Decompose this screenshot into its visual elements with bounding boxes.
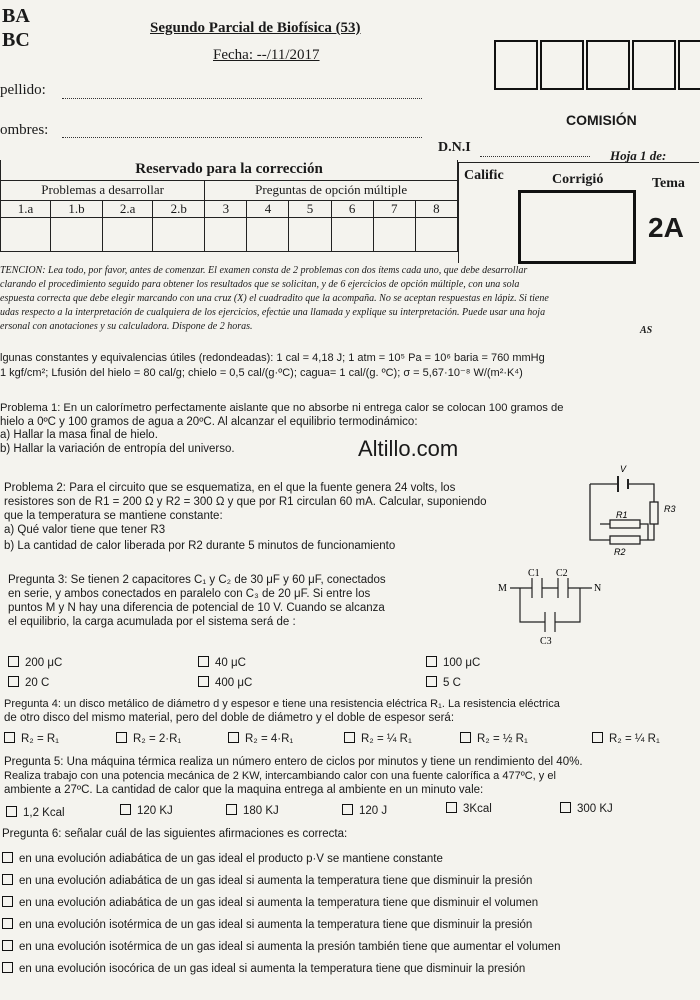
checkbox-icon[interactable]: [2, 940, 13, 951]
checkbox-icon[interactable]: [426, 656, 437, 667]
capacitor-diagram: [496, 566, 606, 648]
problema1-line: Problema 1: En un calorímetro perfectamente aislante que no absorbe ni entrega calor se colocan 100 gramos de: [0, 402, 564, 414]
problema2-line: resistores son de R1 = 200 Ω y R2 = 300 Ω y que por R1 circulan 60 mA. Calcular, suponiendo: [4, 496, 487, 508]
pregunta3-line: Pregunta 3: Se tienen 2 capacitores C₁ y C₂ de 30 μF y 60 μF, conectados: [8, 574, 386, 586]
checkbox-icon[interactable]: [198, 656, 209, 667]
q4-option-label: R₂ = ¼ R₁: [609, 733, 660, 745]
checkbox-icon[interactable]: [116, 732, 127, 743]
q3-option-label: 5 C: [443, 677, 461, 689]
checkbox-icon[interactable]: [228, 732, 239, 743]
q6-option[interactable]: [2, 852, 443, 865]
label-c2: C2: [556, 568, 568, 579]
col-2a: 2.a: [103, 200, 153, 217]
col-2b: 2.b: [153, 200, 205, 217]
q3-option[interactable]: [8, 656, 62, 669]
q5-option-label: 180 KJ: [243, 805, 279, 817]
checkbox-icon[interactable]: [226, 804, 237, 815]
col-7: 7: [373, 200, 415, 217]
checkbox-icon[interactable]: [4, 732, 15, 743]
label-r2: R2: [614, 547, 626, 557]
dni-field[interactable]: [480, 156, 590, 157]
checkbox-icon[interactable]: [2, 896, 13, 907]
col-3: 3: [205, 200, 247, 217]
q4-option[interactable]: [592, 732, 660, 745]
attention-line: clarando el procedimiento seguido para obtener los resultados que se solicitan, y de 6 ejercicios de opción múltiple, con una sola: [0, 279, 520, 290]
q5-option-label: 120 J: [359, 805, 388, 817]
tema-value: 2A: [648, 212, 684, 243]
checkbox-icon[interactable]: [2, 962, 13, 973]
correction-table: [0, 160, 458, 252]
watermark: Altillo.com: [358, 436, 459, 461]
label-v: V: [620, 464, 627, 474]
q6-option[interactable]: [2, 918, 532, 931]
q4-option-label: R₂ = ½ R₁: [477, 733, 528, 745]
q5-option[interactable]: [120, 804, 173, 817]
constants-line-2: 1 kgf/cm²; Lfusión del hielo = 80 cal/g; chielo = 0,5 cal/(g·ºC); cagua= 1 cal/(g. ºC); σ = 5,67·10⁻⁸ W/(m²·K⁴): [0, 367, 523, 379]
pregunta4-line: de otro disco del mismo material, pero del doble de diámetro y el doble de espesor será:: [4, 712, 455, 724]
checkbox-icon[interactable]: [120, 804, 131, 815]
label-c1: C1: [528, 568, 540, 579]
q5-option[interactable]: [342, 804, 387, 817]
q5-option[interactable]: [6, 806, 65, 819]
reserved-label: Reservado para la corrección: [1, 160, 458, 180]
q3-option[interactable]: [426, 656, 480, 669]
col-5: 5: [289, 200, 331, 217]
attention-initials: AS: [640, 325, 653, 336]
exam-title: Segundo Parcial de Biofísica (53): [150, 20, 361, 36]
nombres-label: ombres:: [0, 122, 49, 138]
label-r3: R3: [664, 504, 676, 514]
apellido-field[interactable]: [62, 98, 422, 99]
score-cell[interactable]: [289, 217, 331, 251]
checkbox-icon[interactable]: [6, 806, 17, 817]
constants-line-1: lgunas constantes y equivalencias útiles (redondeadas): 1 cal = 4,18 J; 1 atm = 10⁵ Pa = 10⁶ baria = 760 mmHg: [0, 352, 545, 364]
problems-header: Problemas a desarrollar: [1, 180, 205, 200]
checkbox-icon[interactable]: [446, 802, 457, 813]
checkbox-icon[interactable]: [2, 852, 13, 863]
score-cell[interactable]: [153, 217, 205, 251]
label-c3: C3: [540, 636, 552, 647]
attention-line: espuesta correcta que debe elegir marcando con una cruz (X) el cuadradito que la acompaña. No se aceptan respuestas en lápiz. Si tiene: [0, 293, 549, 304]
q5-option[interactable]: [226, 804, 279, 817]
col-8: 8: [415, 200, 457, 217]
q4-option[interactable]: [344, 732, 412, 745]
q6-option-label: en una evolución isocórica de un gas ideal si aumenta la temperatura tiene que disminuir la presión: [19, 963, 526, 975]
checkbox-icon[interactable]: [2, 918, 13, 929]
corrigio-label: Corrigió: [552, 172, 604, 187]
problema2-line: a) Qué valor tiene que tener R3: [4, 524, 166, 536]
score-cell[interactable]: [373, 217, 415, 251]
tema-label: Tema: [652, 176, 685, 191]
score-cell[interactable]: [247, 217, 289, 251]
problema2-line: que la temperatura se mantiene constante:: [4, 510, 223, 522]
q4-option-label: R₂ = R₁: [21, 733, 60, 745]
q4-option-label: R₂ = 4·R₁: [245, 733, 294, 745]
label-n: N: [594, 583, 602, 594]
q5-option-label: 1,2 Kcal: [23, 807, 65, 819]
q3-option-label: 400 μC: [215, 677, 253, 689]
q3-option-label: 200 μC: [25, 657, 63, 669]
attention-line: udas respecto a la interpretación de cualquiera de los ejercicios, efectúe una llamada y explique su interpretación. Puede usar una hoja: [0, 307, 546, 318]
score-cell[interactable]: [103, 217, 153, 251]
q4-option-label: R₂ = 2·R₁: [133, 733, 182, 745]
pregunta5-line: Pregunta 5: Una máquina térmica realiza un número entero de ciclos por minutos y tiene un rendimiento del 40%.: [4, 756, 583, 768]
q6-option[interactable]: [2, 874, 532, 887]
nombres-field[interactable]: [62, 137, 422, 138]
score-cell[interactable]: [1, 217, 51, 251]
checkbox-icon[interactable]: [426, 676, 437, 687]
mc-header: Preguntas de opción múltiple: [205, 180, 458, 200]
id-box-1[interactable]: [494, 40, 538, 90]
q5-option-label: 3Kcal: [463, 803, 492, 815]
comision-label: COMISIÓN: [566, 112, 637, 128]
apellido-label: pellido:: [0, 82, 46, 98]
label-m: M: [498, 583, 507, 594]
q5-option[interactable]: [560, 802, 613, 815]
q4-option[interactable]: [460, 732, 528, 745]
calific-label: Calific: [464, 168, 504, 183]
q6-option[interactable]: [2, 962, 525, 975]
checkbox-icon[interactable]: [2, 874, 13, 885]
q3-option-label: 100 μC: [443, 657, 481, 669]
pregunta6-title: Pregunta 6: señalar cuál de las siguientes afirmaciones es correcta:: [2, 828, 348, 840]
attention-line: ersonal con anotaciones y su calculadora. Dispone de 2 horas.: [0, 321, 253, 332]
checkbox-icon[interactable]: [344, 732, 355, 743]
checkbox-icon[interactable]: [198, 676, 209, 687]
q6-option-label: en una evolución adiabática de un gas ideal el producto p·V se mantiene constante: [19, 853, 443, 865]
q5-option[interactable]: [446, 802, 492, 815]
circuit-diagram: [580, 462, 690, 558]
q3-option[interactable]: [8, 676, 49, 689]
col-1a: 1.a: [1, 200, 51, 217]
q4-option-label: R₂ = ¼ R₁: [361, 733, 412, 745]
q6-option-label: en una evolución isotérmica de un gas ideal si aumenta la temperatura tiene que disminuir la presión: [19, 919, 533, 931]
problema1-line: b) Hallar la variación de entropía del universo.: [0, 443, 235, 455]
q3-option-label: 40 μC: [215, 657, 246, 669]
problema2-line: Problema 2: Para el circuito que se esquematiza, en el que la fuente genera 24 volts, los: [4, 482, 456, 494]
q6-option[interactable]: [2, 940, 560, 953]
problema1-line: a) Hallar la masa final de hielo.: [0, 429, 158, 441]
checkbox-icon[interactable]: [460, 732, 471, 743]
id-box-4[interactable]: [632, 40, 676, 90]
calific-box[interactable]: [518, 190, 636, 264]
hoja-label: Hoja 1 de:: [610, 148, 667, 163]
corner-line-2: BC: [2, 29, 30, 51]
q4-option[interactable]: [228, 732, 293, 745]
dni-label: D.N.I: [438, 140, 471, 155]
checkbox-icon[interactable]: [8, 656, 19, 667]
q5-option-label: 300 KJ: [577, 803, 613, 815]
q6-option-label: en una evolución adiabática de un gas ideal si aumenta la temperatura tiene que disminuir el volumen: [19, 897, 539, 909]
q6-option-label: en una evolución isotérmica de un gas ideal si aumenta la presión también tiene que aumentar el volumen: [19, 941, 561, 953]
q6-option[interactable]: [2, 896, 538, 909]
id-box-3[interactable]: [586, 40, 630, 90]
pregunta3-line: en serie, y ambos conectados en paralelo con C₃ de 20 μF. Si entre los: [8, 588, 371, 600]
id-box-5[interactable]: [678, 40, 700, 90]
q3-option[interactable]: [426, 676, 461, 689]
id-box-2[interactable]: [540, 40, 584, 90]
q3-option-label: 20 C: [25, 677, 50, 689]
score-cell[interactable]: [331, 217, 373, 251]
problema2-line: b) La cantidad de calor liberada por R2 durante 5 minutos de funcionamiento: [4, 540, 396, 552]
checkbox-icon[interactable]: [342, 804, 353, 815]
pregunta5-line: Realiza trabajo con una potencia mecánica de 2 KW, intercambiando calor con una fuente calorífica a 477ºC, y el: [4, 770, 556, 782]
score-cell[interactable]: [205, 217, 247, 251]
pregunta3-line: puntos M y N hay una diferencia de potencial de 10 V. Cuando se alcanza: [8, 602, 385, 614]
pregunta5-line: ambiente a 27ºC. La cantidad de calor que la maquina entrega al ambiente en un minuto vale:: [4, 784, 484, 796]
corner-code: [2, 4, 30, 52]
label-r1: R1: [616, 510, 628, 520]
checkbox-icon[interactable]: [560, 802, 571, 813]
exam-date: Fecha: --/11/2017: [213, 47, 320, 63]
col-1b: 1.b: [50, 200, 102, 217]
col-4: 4: [247, 200, 289, 217]
q4-option[interactable]: [4, 732, 59, 745]
checkbox-icon[interactable]: [8, 676, 19, 687]
pregunta3-line: el equilibrio, la carga acumulada por el sistema será de :: [8, 616, 296, 628]
q3-option[interactable]: [198, 656, 246, 669]
q6-option-label: en una evolución adiabática de un gas ideal si aumenta la temperatura tiene que disminuir la presión: [19, 875, 533, 887]
q4-option[interactable]: [116, 732, 181, 745]
checkbox-icon[interactable]: [592, 732, 603, 743]
pregunta4-line: Pregunta 4: un disco metálico de diámetro d y espesor e tiene una resistencia eléctrica R₁. La resistencia eléctrica: [4, 698, 560, 710]
problema1-line: hielo a 0ºC y 100 gramos de agua a 20ºC. Al alcanzar el equilibrio termodinámico:: [0, 416, 418, 428]
q3-option[interactable]: [198, 676, 252, 689]
corner-line-1: BA: [2, 5, 30, 27]
score-cell[interactable]: [415, 217, 457, 251]
attention-line: TENCION: Lea todo, por favor, antes de comenzar. El examen consta de 2 problemas con dos ítems cada uno, que debe desarrollar: [0, 265, 528, 276]
col-6: 6: [331, 200, 373, 217]
q5-option-label: 120 KJ: [137, 805, 173, 817]
score-cell[interactable]: [50, 217, 102, 251]
